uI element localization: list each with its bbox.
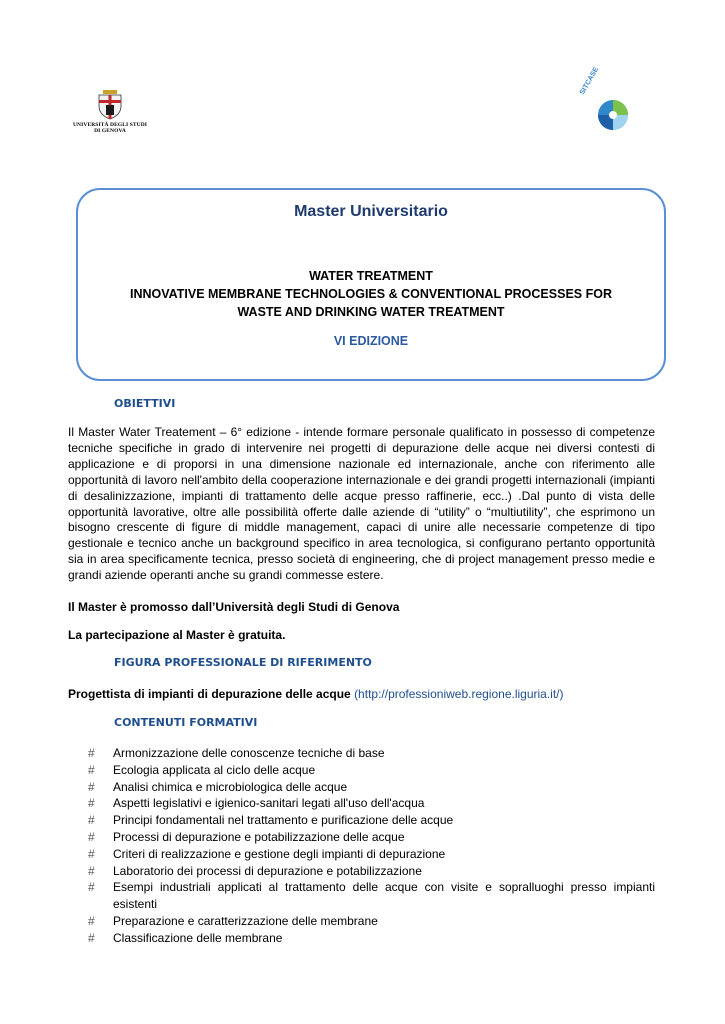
university-name (70, 122, 150, 134)
contents-list (86, 745, 655, 947)
list-item (86, 779, 655, 796)
list-item-text: Esempi industriali applicati al trattamento delle acque con visite e sopralluoghi presso impianti esistenti (113, 880, 655, 912)
profile-title: Progettista di impianti di depurazione delle acque (68, 687, 351, 701)
course-title-line: INNOVATIVE MEMBRANE TECHNOLOGIES & CONVENTIONAL PROCESSES FOR (130, 287, 612, 301)
list-item (86, 812, 655, 829)
university-name-line: DI GENOVA (94, 128, 126, 134)
edition-label: VI EDIZIONE (333, 334, 409, 348)
course-title-line: WASTE AND DRINKING WATER TREATMENT (237, 305, 505, 319)
hash-bullet-icon: # (88, 863, 95, 878)
list-item-text: Laboratorio dei processi di depurazione e potabilizzazione (113, 863, 422, 878)
sitcase-logo-text: SITCASE (578, 66, 601, 96)
list-item-text: Preparazione e caratterizzazione delle membrane (113, 913, 378, 928)
list-item-text: Principi fondamentali nel trattamento e purificazione delle acque (113, 813, 454, 828)
shield-emblem-icon (95, 88, 125, 120)
free-participation-statement: La partecipazione al Master è gratuita. (68, 628, 286, 642)
obiettivi-paragraph: Il Master Water Treatement – 6° edizione - intende formare personale qualificato in possesso di competenze tecniche specifiche in grado di intervenire nei progetti di depurazione delle acque nei diversi contesti di applicazione e di proporsi in una dimensione nazionale ed internazionale, anche con riferimento alle opportunità di lavoro nell'ambito della cooperazione internazionale e dei grandi progetti internazionali (impianti di desalinizzazione, impianti di trattamento delle acque presso raffinerie, ecc..) .Dal punto di vista delle opportunità lavorative, oltre alle possibilità offerte dalle aziende di “utility” o “multiutility”, che esprimono un bisogno crescente di figure di middle management, capaci di unire alle necessarie competenze di tipo gestionale e tecnico anche un background specifico in area tecnologica, si configurano pertanto opportunità sia in area specificamente tecnica, presso società di engineering, che di project management presso medie e grandi aziende operanti anche su grandi commesse estere. (68, 425, 655, 583)
list-item-text: Classificazione delle membrane (113, 930, 283, 945)
list-item (86, 795, 655, 812)
master-title: Master Universitario (294, 203, 448, 220)
sitcase-logo (578, 66, 631, 135)
list-item (86, 846, 655, 863)
list-item (86, 762, 655, 779)
professional-profile (68, 687, 564, 701)
list-item (86, 913, 655, 930)
list-item-text: Aspetti legislativi e igienico-sanitari legati all'uso dell'acqua (113, 796, 425, 811)
list-item (86, 879, 655, 913)
list-item (86, 745, 655, 762)
list-item-text: Criteri di realizzazione e gestione degli impianti di depurazione (113, 846, 446, 861)
section-heading-contenuti: CONTENUTI FORMATIVI (114, 716, 258, 729)
hash-bullet-icon: # (88, 846, 95, 861)
hash-bullet-icon: # (88, 880, 95, 895)
hash-bullet-icon: # (88, 796, 95, 811)
list-item-text: Processi di depurazione e potabilizzazione delle acque (113, 829, 405, 844)
university-logo (70, 88, 150, 134)
water-drop-icon (585, 85, 631, 135)
hash-bullet-icon: # (88, 779, 95, 794)
list-item-text: Analisi chimica e microbiologica delle acque (113, 779, 348, 794)
promoted-statement: Il Master è promosso dall’Università degli Studi di Genova (68, 600, 400, 614)
title-box (76, 188, 666, 381)
hash-bullet-icon: # (88, 913, 95, 928)
hash-bullet-icon: # (88, 813, 95, 828)
course-title (98, 267, 644, 321)
list-item-text: Ecologia applicata al ciclo delle acque (113, 762, 316, 777)
list-item (86, 829, 655, 846)
section-heading-obiettivi: OBIETTIVI (114, 397, 176, 410)
hash-bullet-icon: # (88, 762, 95, 777)
hash-bullet-icon: # (88, 930, 95, 945)
section-heading-figura: FIGURA PROFESSIONALE DI RIFERIMENTO (114, 656, 372, 669)
list-item (86, 863, 655, 880)
hash-bullet-icon: # (88, 829, 95, 844)
hash-bullet-icon: # (88, 746, 95, 760)
list-item-text: Armonizzazione delle conoscenze tecniche di base (113, 746, 385, 760)
university-name-line: UNIVERSITÀ DEGLI STUDI (72, 122, 148, 128)
profile-link[interactable]: (http://professioniweb.regione.liguria.it/) (354, 687, 564, 701)
course-title-line: WATER TREATMENT (309, 269, 433, 283)
list-item (86, 930, 655, 947)
